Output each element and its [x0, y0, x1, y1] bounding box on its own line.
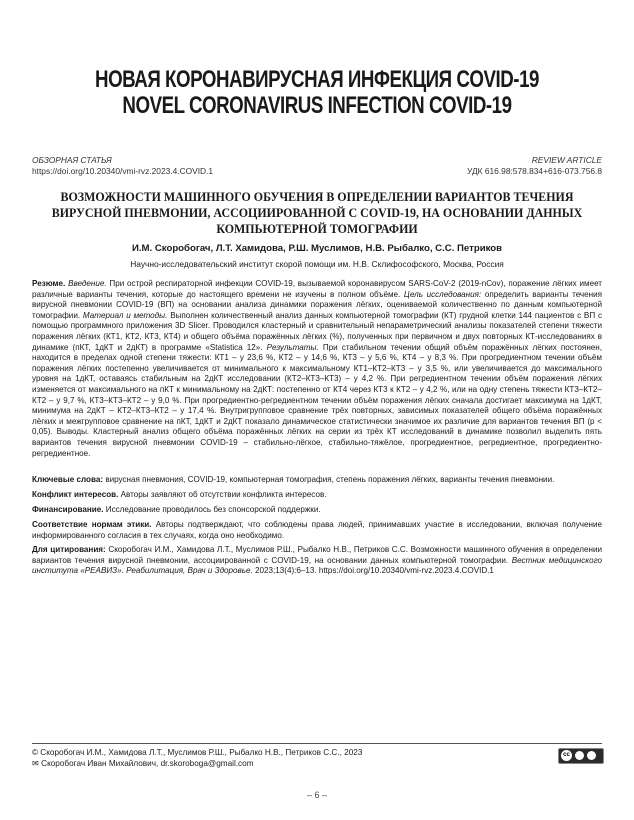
cc-sa-icon	[587, 751, 596, 760]
doi-link[interactable]: https://doi.org/10.20340/vmi-rvz.2023.4.COVID.1	[32, 166, 214, 176]
udc-code: УДК 616.98:578.834+616-073.756.8	[467, 166, 602, 176]
funding-text: Исследование проводилось без спонсорской поддержки.	[105, 505, 321, 514]
article-type-en: REVIEW ARTICLE	[531, 155, 602, 165]
keywords-text: вирусная пневмония, COVID-19, компьютерная томография, степень поражения лёгких, варианты течения пневмонии.	[105, 475, 555, 484]
abstract-results: При стабильном течении общий объём поражённых лёгких постоянен, находится в пределах одной степени тяжести: КТ1 – у 23,6 %, КТ2 – у 14,6 %, КТ3 – у 5,6 %, КТ4 – у 8,3 %. При прогредиентном течении объём поражения лёгких постепенно увеличивается от минимального к максимальному КТ1–КТ2–КТ3 – у 3,5 %, или увеличивается до максимального уровня на 1дКТ, оставаясь стабильным на 2дКТ исследовании (КТ2–КТ3–КТ3) – у 4,2 %. При регредиентном течении объём поражения лёгких изменяется от максимального на пКТ к минимальному на 2дКТ: постепенно от КТ4 через КТ3 к КТ2 – у 4,2 %, или на одну степень тяжести КТ3–КТ2–КТ2 – у 9,7 %, КТ3–КТ3–КТ2 – у 9,0 %. При прогредиентно-регредиентном течении объём поражения лёгких сначала достигает максимума на 1дКТ, минимума на 2дКТ – КТ2–КТ3–КТ2 – у 17,4 %. Внутригрупповое сравнение трёх повторных, зависимых показателей общего объёма поражённых лёгких и межгрупповое сравнение на пКТ, 1дКТ и 2дКТ показало динамическое статистически значимое их различие для вариантов течения ВП (p < 0,05).	[32, 342, 603, 437]
journal-title-en: NOVEL CORONAVIRUS INFECTION COVID-19	[122, 92, 512, 119]
cc-license-icon[interactable]	[558, 748, 604, 764]
mail-icon: ✉	[32, 759, 39, 768]
page-number: – 6 –	[306, 790, 328, 800]
aim-label: Цель исследования:	[403, 289, 482, 299]
article-title: ВОЗМОЖНОСТИ МАШИННОГО ОБУЧЕНИЯ В ОПРЕДЕЛЕНИИ ВАРИАНТОВ ТЕЧЕНИЯ ВИРУСНОЙ ПНЕВМОНИИ, АССОЦИИРОВАННОЙ С COVID-19, НА ОСНОВАНИИ ДАННЫХ КОМПЬЮТЕРНОЙ ТОМОГРАФИИ	[51, 189, 583, 236]
results-label: Результаты.	[266, 342, 319, 352]
article-meta-right	[467, 155, 602, 177]
methods-label: Материал и методы.	[82, 310, 168, 320]
abstract-conclusions: Кластерный анализ общего объёма поражённых лёгких на серии из трёх КТ исследований в динамике позволил выделить пять вариантов течения вирусной пневмонии COVID-19 – стабильно-лёгкое, стабильно-тяжёлое, прогредиентное, регредиентное, прогредиентно-регредиентное.	[32, 427, 602, 458]
conflict-text: Авторы заявляют об отсутствии конфликта интересов.	[120, 490, 327, 499]
contact-name: Скоробогач Иван Михайлович,	[41, 759, 159, 768]
conflict-of-interest	[32, 490, 602, 501]
contact-email[interactable]: dr.skoroboga@gmail.com	[160, 759, 254, 768]
conclusions-label: Выводы.	[56, 427, 90, 437]
author-list: И.М. Скоробогач, Л.Т. Хамидова, Р.Ш. Муслимов, Н.В. Рыбалко, С.С. Петриков	[131, 243, 503, 254]
funding-label: Финансирование.	[32, 505, 104, 514]
conflict-label: Конфликт интересов.	[32, 490, 119, 499]
abstract-intro: При острой респираторной инфекции COVID-19, вызываемой коронавирусом SARS-CoV-2 (2019-nCov), поражение лёгких имеет различные варианты течения, которые до настоящего времени не изучены в полном объёме.	[32, 279, 603, 299]
article-meta-left	[32, 155, 213, 177]
abstract	[32, 279, 602, 459]
keywords	[32, 475, 602, 486]
contact-line	[32, 758, 254, 769]
journal-title-ru: НОВАЯ КОРОНАВИРУСНАЯ ИНФЕКЦИЯ COVID-19	[95, 66, 539, 93]
intro-label: Введение.	[68, 279, 107, 288]
abstract-aim: определить варианты течения вирусной пневмонии COVID-19 (ВП) на основании анализа динамики поражения лёгких, оцениваемой количественно по данным компьютерной томографии.	[32, 289, 603, 320]
ethics-label: Соответствие нормам этики.	[32, 520, 152, 529]
citation-journal: Вестник медицинского института «РЕАВИЗ». Реабилитация, Врач и Здоровье.	[32, 555, 602, 576]
article-type-ru: ОБЗОРНАЯ СТАТЬЯ	[32, 155, 112, 165]
citation-tail[interactable]: 2023;13(4):6–13. https://doi.org/10.20340/vmi-rvz.2023.4.COVID.1	[255, 566, 494, 576]
citation-text: Скоробогач И.М., Хамидова Л.Т., Муслимов Р.Ш., Рыбалко Н.В., Петриков С.С. Возможности машинного обучения в определении вариантов течения вирусной пневмонии, ассоциированной с COVID-19, на основании данных компьютерной томографии.	[32, 545, 603, 565]
abstract-methods: Выполнен количественный анализ данных компьютерной томографии (КТ) грудной клетки 144 пациентов с ВП с помощью программного приложения 3D Slicer. Проводился кластерный и сравнительный непараметрический анализы показателей степени тяжести поражения лёгких (КТ1, КТ2, КТ3, КТ4) и общего объёма поражённых лёгких (%), полученных при первичном и двух повторных КТ-исследованиях в динамике (пКТ, 1дКТ и 2дКТ) в программе «Statistica 12».	[32, 310, 603, 352]
citation-label: Для цитирования:	[32, 545, 106, 554]
citation	[32, 545, 602, 577]
abstract-label: Резюме.	[32, 279, 66, 288]
affiliation: Научно-исследовательский институт скорой помощи им. Н.В. Склифософского, Москва, Россия	[130, 259, 504, 269]
keywords-label: Ключевые слова:	[32, 475, 104, 484]
ethics	[32, 520, 602, 541]
footer-divider	[32, 743, 602, 744]
copyright-line: © Скоробогач И.М., Хамидова Л.Т., Муслимов Р.Ш., Рыбалко Н.В., Петриков С.С., 2023	[32, 748, 363, 757]
cc-by-icon	[575, 751, 584, 760]
funding	[32, 505, 602, 516]
ethics-text: Авторы подтверждают, что соблюдены права людей, принимавших участие в исследовании, включая получение информированного согласия в тех случаях, когда оно необходимо.	[32, 520, 602, 540]
cc-logo-icon: cc	[561, 750, 572, 761]
